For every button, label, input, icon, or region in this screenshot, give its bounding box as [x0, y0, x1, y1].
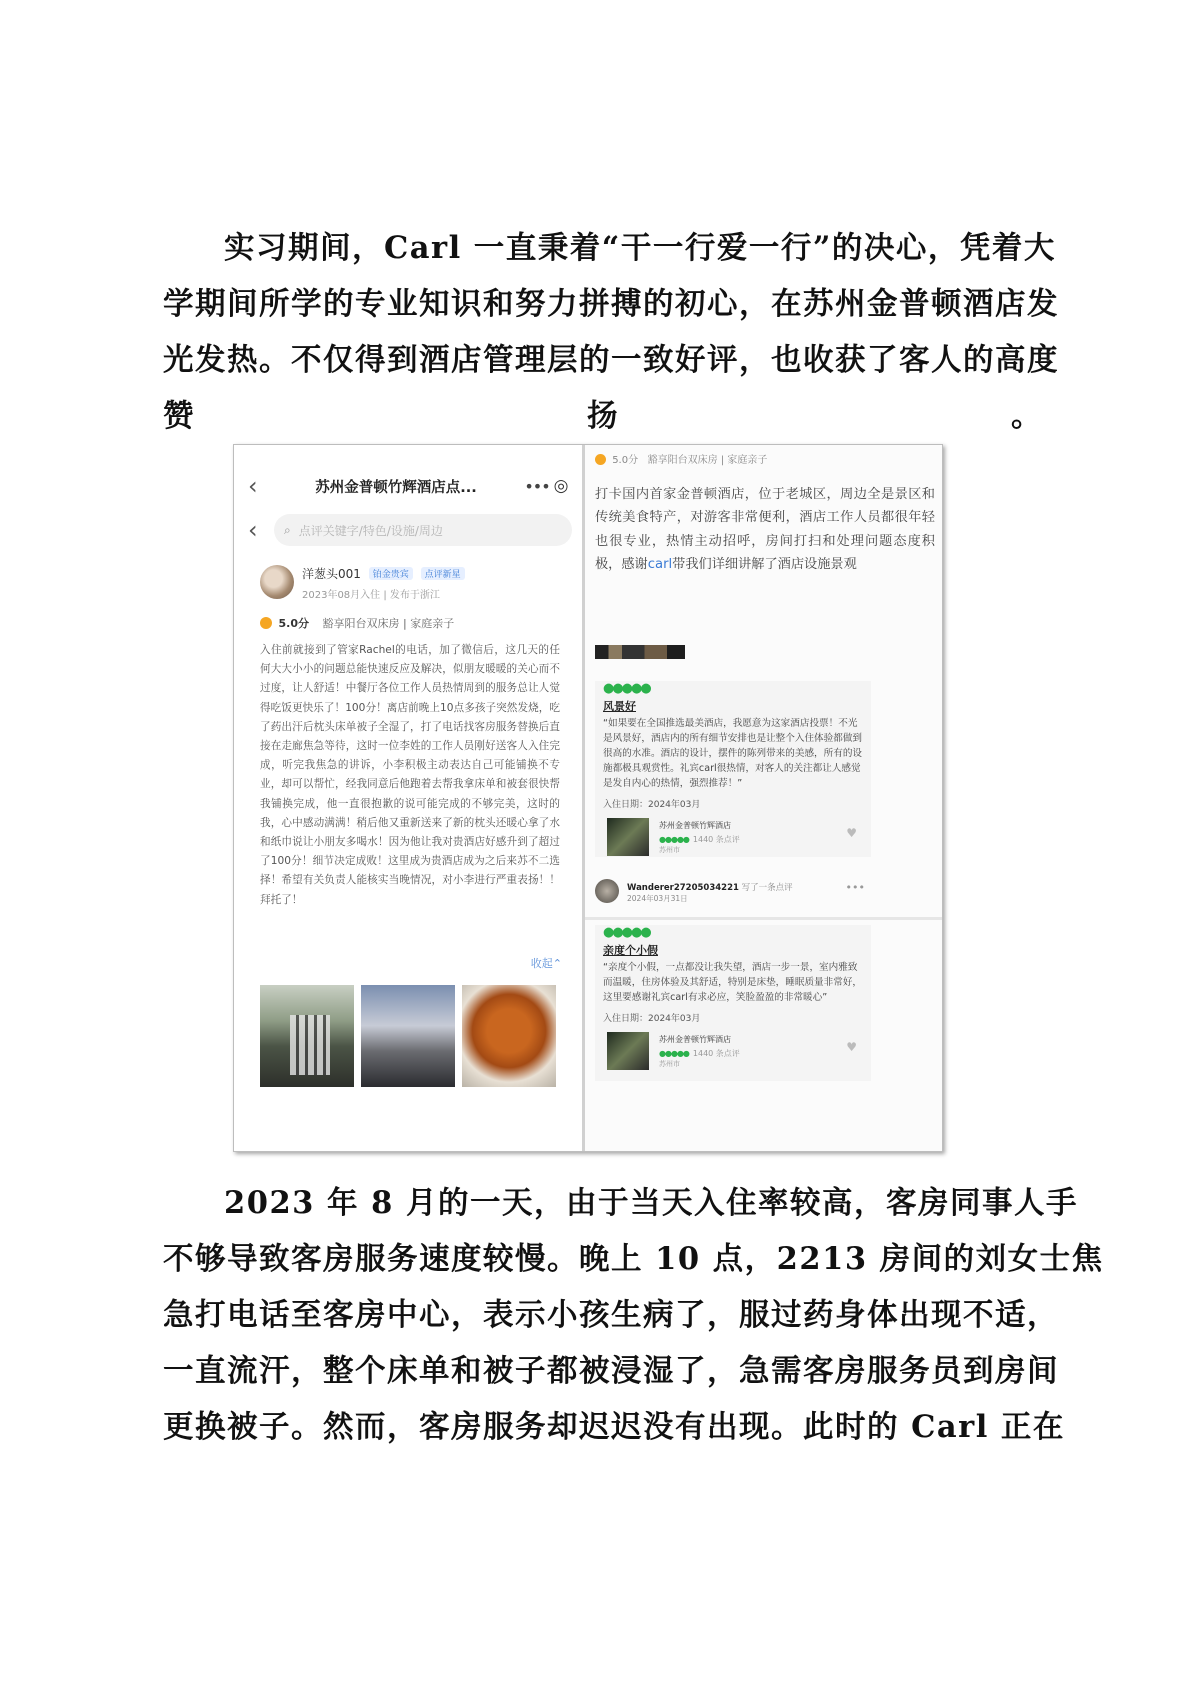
reviewer-name[interactable]: Wanderer27205034221 [627, 883, 739, 893]
review-card [595, 925, 871, 1081]
score-coin-icon [260, 617, 272, 629]
review-text: 入住前就接到了管家Rachel的电话，加了微信后，这几天的任何大大小小的问题总能快速反应及解决，似朋友暖暖的关心而不过度，让人舒适！中餐厅各位工作人员热情周到的服务总让人觉得吃饭更快乐了！100分！离店前晚上10点多孩子突然发烧，吃了药出汗后枕头床单被子全湿了，打了电话找客房服务替换后直接在走廊焦急等待，这时一位李姓的工作人员刚好送客人入住完成，听完我焦急的讲诉，小李积极主动表达自己可能铺换不专业，却可以帮忙，经我同意后他跑着去帮我拿床单和被套很快帮我铺换完成，他一直很抱歉的说可能完成的不够完美，这时的我，心中感动满满！稍后他又重新送来了新的枕头还暖心拿了水和纸巾说让小朋友多喝水！因为他让我对贵酒店好感升到了超过了100分！细节决定成败！这里成为贵酒店成为之后来苏不二选择！希望有关负责人能核实当晚情况，对小李进行严重表扬！！拜托了！ [260, 644, 560, 906]
room-type: 豁享阳台双床房 [322, 617, 400, 630]
reviewer-row [595, 879, 865, 907]
back-arrow-icon[interactable]: ‹ [248, 472, 258, 500]
target-icon[interactable]: ◎ [553, 476, 569, 496]
para2-line: 不够导致客房服务速度较慢。晚上 10 点，2213 房间的刘女士焦 [163, 1241, 1104, 1277]
sky-view-photo[interactable] [361, 985, 455, 1087]
divider [585, 917, 942, 920]
reviewer-name-row [302, 565, 465, 582]
para1-line: 光发热。不仅得到酒店管理层的一致好评，也收获了客人的高度 [163, 342, 1059, 378]
heart-icon[interactable]: ♥ [846, 826, 857, 840]
score-value: 5.0分 [278, 617, 309, 630]
right-room-tag: | 家庭亲子 [720, 455, 768, 466]
search-icon: ⌕ [284, 522, 291, 537]
reviewer-action: 写了一条点评 [738, 883, 793, 893]
more-icon[interactable]: ••• [845, 881, 865, 894]
review-highlight: carl [647, 557, 673, 573]
hotel-review-count: 1440 条点评 [692, 1049, 740, 1058]
right-score-row [595, 451, 767, 466]
photo-thumbnails [260, 985, 556, 1087]
review-text-part: 打卡国内首家金普顿酒店，位于老城区，周边全是景区和传统美食特产，对游客非常便利，酒店工作人员都很年轻也很专业，热情主动招呼，房间打扫和处理问题态度积极，感谢 [595, 487, 935, 573]
hotel-title: 苏州金普顿竹辉酒店点... [315, 479, 477, 496]
hotel-location: 苏州市 [659, 846, 680, 854]
food-photo[interactable] [462, 985, 556, 1087]
para1-line: 学期间所学的专业知识和努力拼搏的初心，在苏州金普顿酒店发 [163, 286, 1059, 322]
reviewer-badge: 点评新星 [421, 567, 465, 580]
left-review-pane [234, 445, 585, 1151]
review-card-title[interactable]: 风景好 [603, 700, 636, 713]
review-card-title[interactable]: 亲度个小假 [603, 944, 658, 957]
right-score: 5.0分 [612, 455, 639, 466]
rating-dots: ●●●●● [603, 681, 650, 696]
hotel-thumbnail [607, 818, 649, 856]
avatar[interactable] [260, 565, 294, 599]
avatar[interactable] [595, 879, 619, 903]
hotel-building-photo[interactable] [260, 985, 354, 1087]
para2-line: 2023 年 8 月的一天，由于当天入住率较高，客房同事人手 [224, 1185, 1078, 1221]
score-row [260, 615, 454, 631]
room-tag: | 家庭亲子 [403, 617, 455, 630]
review-card-body: “如果要在全国推选最美酒店，我愿意为这家酒店投票！不光是风景好，酒店内的所有细节安排也是让整个入住体验都做到很高的水准。酒店的设计，摆件的陈列带来的美感，所有的设施都极具观赏性。礼宾carl很热情，对客人的关注都让人感觉是发自内心的热情，强烈推荐！” [603, 718, 863, 789]
hotel-name: 苏州金普顿竹辉酒店 [659, 1035, 731, 1044]
hotel-rating-dots: ●●●●● [659, 1049, 689, 1058]
hotel-thumbnail [607, 1032, 649, 1070]
reviewer-meta: 2023年08月入住 | 发布于浙江 [302, 590, 440, 601]
para2-line: 急打电话至客房中心，表示小孩生病了，服过药身体出现不适， [163, 1297, 1059, 1333]
hotel-rating [659, 1048, 740, 1059]
collapse-link[interactable]: 收起⌃ [530, 957, 562, 970]
stay-date: 入住日期：2024年03月 [603, 1014, 701, 1024]
right-review-pane [585, 445, 942, 1151]
para1-line: 赞扬。 [163, 398, 1043, 434]
nav-bar [248, 471, 572, 501]
search-placeholder: 点评关键字/特色/设施/周边 [298, 523, 443, 538]
review-card-body: “亲度个小假，一点都没让我失望，酒店一步一景，室内雅致而温暖，住房体验及其舒适，特别是床垫，睡眠质量非常好，这里要感谢礼宾carl有求必应，笑脸盈盈的非常暖心” [603, 962, 863, 1003]
review-screenshot-figure [233, 444, 943, 1152]
rating-dots: ●●●●● [603, 925, 650, 940]
hotel-review-count: 1440 条点评 [692, 835, 740, 844]
para1-line: 实习期间，Carl 一直秉着“干一行爱一行”的决心，凭着大 [224, 230, 1056, 266]
stay-date: 入住日期：2024年03月 [603, 800, 701, 810]
intro-paragraph [163, 220, 1059, 444]
hotel-rating-dots: ●●●●● [659, 835, 689, 844]
photo-strip[interactable] [595, 645, 685, 659]
search-back-icon[interactable]: ‹ [248, 516, 258, 544]
member-badge: 铂金贵宾 [369, 567, 413, 580]
reviewer-header [260, 561, 572, 605]
review-date: 2024年03月31日 [627, 894, 688, 903]
hotel-location: 苏州市 [659, 1060, 680, 1068]
right-room-type: 豁享阳台双床房 [647, 455, 718, 466]
para2-line: 一直流汗，整个床单和被子都被浸湿了，急需客房服务员到房间 [163, 1353, 1059, 1389]
hotel-link-row[interactable] [603, 818, 863, 856]
search-bar [248, 513, 572, 547]
right-review-text [595, 483, 935, 577]
score-coin-icon [595, 454, 606, 465]
hotel-name: 苏州金普顿竹辉酒店 [659, 821, 731, 830]
reviewer-name-row [627, 881, 793, 893]
hotel-rating [659, 834, 740, 845]
more-icon[interactable]: ••• [524, 476, 550, 496]
heart-icon[interactable]: ♥ [846, 1040, 857, 1054]
review-text-part: 带我们详细讲解了酒店设施景观 [672, 557, 857, 573]
hotel-link-row[interactable] [603, 1032, 863, 1070]
story-paragraph [163, 1175, 1104, 1455]
para2-line: 更换被子。然而，客房服务却迟迟没有出现。此时的 Carl 正在 [163, 1409, 1065, 1445]
review-card [595, 681, 871, 857]
search-input[interactable] [274, 514, 572, 546]
reviewer-name[interactable]: 洋葱头001 [302, 567, 361, 581]
